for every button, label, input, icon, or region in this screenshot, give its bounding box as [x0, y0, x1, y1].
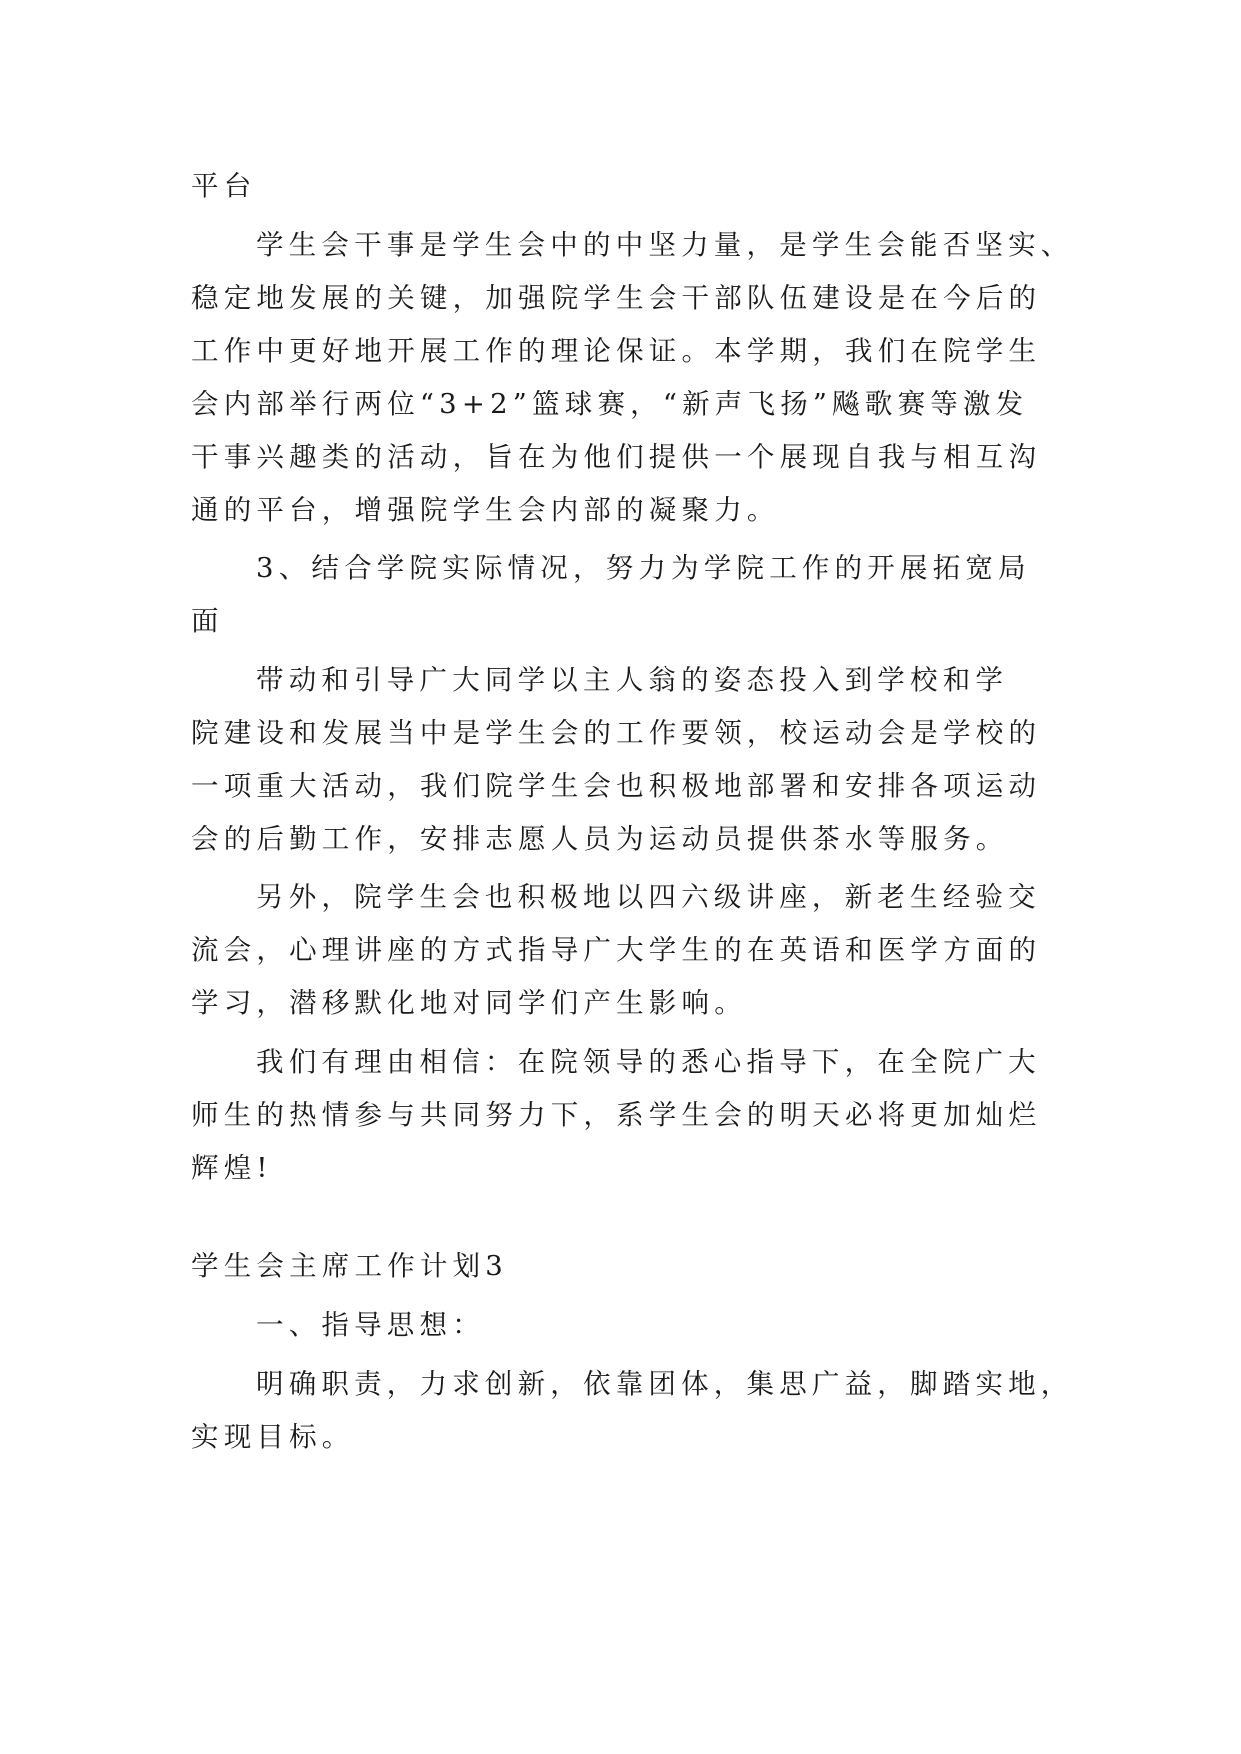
plan-title: 学生会主席工作计划3	[191, 1250, 508, 1282]
text-line: 会内部举行两位“3+2”篮球赛，“新声飞扬”飚歌赛等激发	[191, 388, 1029, 420]
text-line: 干事兴趣类的活动，旨在为他们提供一个展现自我与相互沟	[191, 441, 1042, 473]
text-line: 带动和引导广大同学以主人翁的姿态投入到学校和学	[256, 664, 1009, 696]
text-line: 学习，潜移默化地对同学们产生影响。	[191, 987, 747, 1019]
text-line: 流会，心理讲座的方式指导广大学生的在英语和医学方面的	[191, 934, 1042, 966]
text-line: 院建设和发展当中是学生会的工作要领，校运动会是学校的	[191, 717, 1042, 749]
text-line: 工作中更好地开展工作的理论保证。本学期，我们在院学生	[191, 335, 1042, 367]
text-line: 学生会干事是学生会中的中坚力量，是学生会能否坚实、	[256, 229, 1074, 261]
text-line: 通的平台，增强院学生会内部的凝聚力。	[191, 494, 780, 526]
text-line: 辉煌!	[191, 1152, 273, 1184]
section-heading: 3、结合学院实际情况，努力为学院工作的开展拓宽局	[256, 552, 1031, 584]
text-line: 会的后勤工作，安排志愿人员为运动员提供茶水等服务。	[191, 823, 1009, 855]
text-line: 另外，院学生会也积极地以四六级讲座，新老生经验交	[256, 881, 1041, 913]
text-line: 明确职责，力求创新，依靠团体，集思广益，脚踏实地，	[256, 1368, 1074, 1400]
text-line: 稳定地发展的关键，加强院学生会干部队伍建设是在今后的	[191, 282, 1042, 314]
text-line: 一项重大活动，我们院学生会也积极地部署和安排各项运动	[191, 770, 1042, 802]
section-heading: 一、指导思想：	[256, 1309, 485, 1341]
section-heading-continued: 面	[191, 605, 224, 637]
text-line: 我们有理由相信：在院领导的悉心指导下，在全院广大	[256, 1046, 1041, 1078]
text-line: 实现目标。	[191, 1421, 355, 1453]
text-line: 师生的热情参与共同努力下，系学生会的明天必将更加灿烂	[191, 1099, 1042, 1131]
text-line: 平台	[191, 170, 257, 202]
